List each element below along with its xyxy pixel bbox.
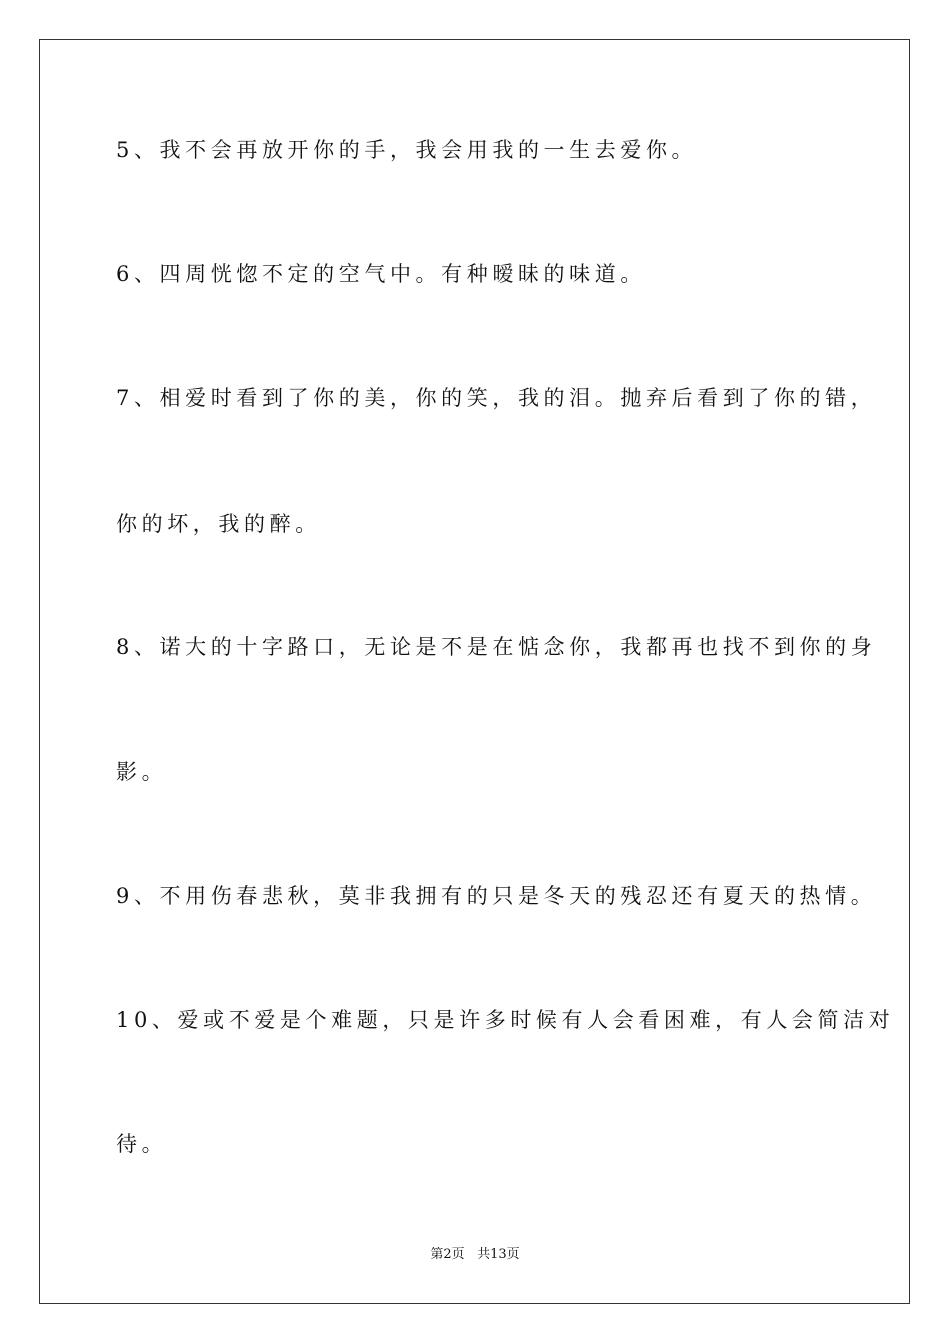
text-line: 6、四周恍惚不定的空气中。有种暧昧的味道。 <box>116 262 646 286</box>
page-number: 第2页 <box>430 1247 465 1262</box>
text-line: 10、爱或不爱是个难题，只是许多时候有人会看困难，有人会简洁对 <box>116 1008 895 1032</box>
text-line: 5、我不会再放开你的手，我会用我的一生去爱你。 <box>116 138 698 162</box>
text-line: 8、诺大的十字路口，无论是不是在惦念你，我都再也找不到你的身 <box>116 635 877 659</box>
text-line: 待。 <box>116 1132 168 1156</box>
page-footer <box>0 1246 950 1264</box>
text-line: 影。 <box>116 760 168 784</box>
text-line: 7、相爱时看到了你的美，你的笑，我的泪。抛弃后看到了你的错， <box>116 386 877 410</box>
text-line: 你的坏，我的醉。 <box>116 512 321 536</box>
page-total: 共13页 <box>477 1247 520 1262</box>
page-frame <box>39 39 910 1304</box>
text-line: 9、不用伤春悲秋，莫非我拥有的只是冬天的残忍还有夏天的热情。 <box>116 884 877 908</box>
